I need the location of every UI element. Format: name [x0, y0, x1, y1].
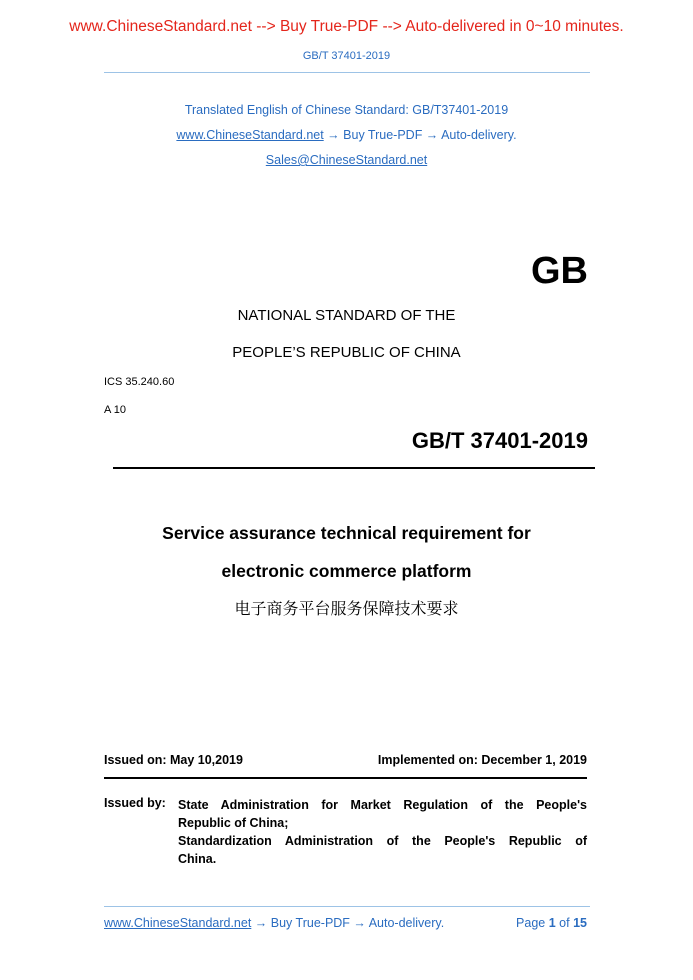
email-link[interactable]: Sales@ChineseStandard.net [265, 153, 428, 167]
footer-link-suffix: → Buy True-PDF → Auto-delivery. [251, 916, 445, 930]
issued-by-authorities [178, 796, 587, 868]
translation-link-line [0, 128, 693, 142]
site-link[interactable]: www.ChineseStandard.net [176, 128, 324, 142]
page-label: Page [516, 916, 546, 930]
title-chinese: 电子商务平台服务保障技术要求 [234, 599, 459, 618]
national-standard-line-2: PEOPLE’S REPUBLIC OF CHINA [232, 344, 461, 361]
title-line-2: electronic commerce platform [221, 561, 472, 581]
issued-by-line-3: Standardization Administration of the People's Republic of [178, 834, 587, 848]
issued-by-line-2: Republic of China; [178, 816, 289, 830]
header-divider [104, 72, 590, 73]
ccs-code: A 10 [104, 404, 127, 416]
site-link-suffix: → Buy True-PDF → Auto-delivery. [323, 128, 517, 142]
footer-divider [104, 906, 590, 907]
page-current: 1 [548, 916, 556, 930]
translation-title: Translated English of Chinese Standard: GB/T37401-2019 [184, 103, 509, 117]
issued-on-date: Issued on: May 10,2019 [104, 753, 243, 767]
page-total: 15 [573, 916, 587, 930]
issued-by-line-4: China. [178, 852, 217, 866]
national-standard-line-1: NATIONAL STANDARD OF THE [237, 307, 456, 324]
footer-link-line [104, 916, 444, 930]
issued-by-label: Issued by: [104, 796, 166, 810]
page-indicator [516, 916, 587, 930]
ics-code: ICS 35.240.60 [104, 376, 175, 388]
footer-site-link[interactable]: www.ChineseStandard.net [104, 916, 252, 930]
dates-rule [104, 777, 587, 779]
page-of: of [559, 916, 570, 930]
title-line-1: Service assurance technical requirement for [162, 523, 531, 543]
standard-number: GB/T 37401-2019 [411, 428, 588, 453]
email-line [0, 153, 693, 167]
implemented-on-date: Implemented on: December 1, 2019 [377, 753, 587, 767]
gb-mark: GB [531, 250, 588, 292]
standard-number-rule [113, 467, 595, 469]
issued-by-line-1: State Administration for Market Regulation of the People's [178, 798, 587, 812]
top-banner[interactable]: www.ChineseStandard.net --> Buy True-PDF --> Auto-delivered in 0~10 minutes. [69, 18, 624, 35]
header-standard-code: GB/T 37401-2019 [302, 50, 391, 62]
